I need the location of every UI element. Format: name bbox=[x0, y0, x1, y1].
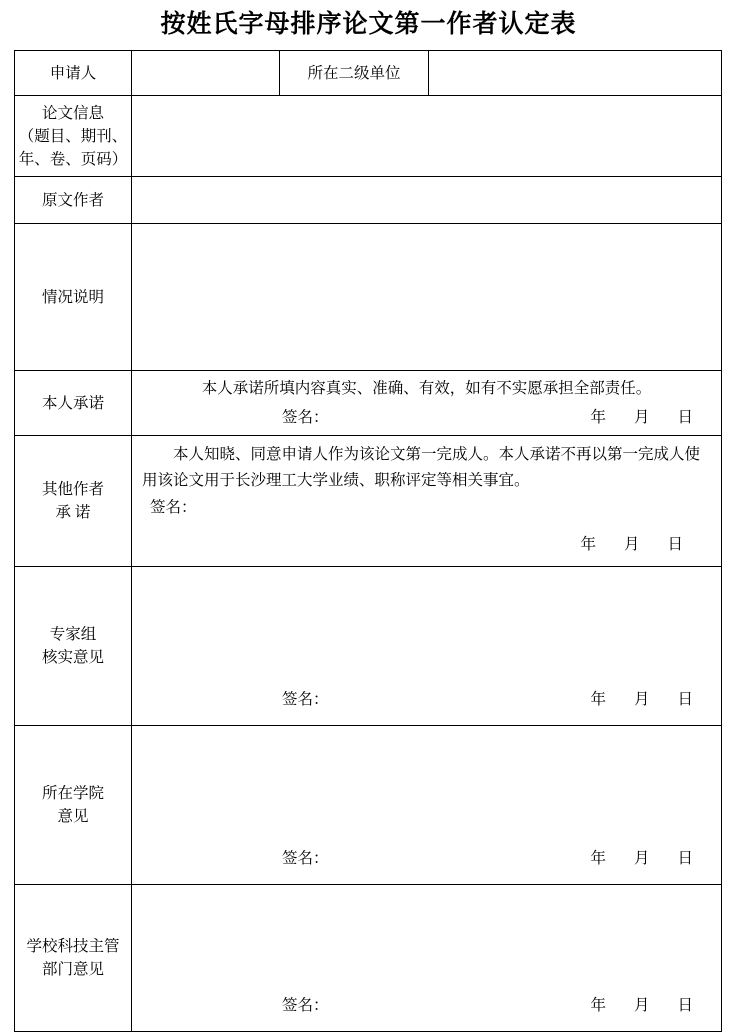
school-admin-label bbox=[15, 885, 132, 1032]
college-year-label: 年 bbox=[590, 850, 606, 867]
self-promise-signature-row bbox=[132, 406, 721, 435]
table-row-school-admin bbox=[15, 885, 722, 1032]
table-row-paper-info bbox=[15, 96, 722, 177]
applicant-value-field[interactable] bbox=[132, 51, 280, 96]
expert-group-label-line2: 核实意见 bbox=[41, 649, 104, 666]
school-admin-content[interactable] bbox=[132, 885, 722, 1032]
first-author-certification-table bbox=[14, 50, 722, 1032]
expert-group-date bbox=[590, 688, 693, 711]
college-signature-label[interactable]: 签名： bbox=[282, 850, 329, 867]
table-row-expert-group bbox=[15, 567, 722, 726]
college-day-label: 日 bbox=[677, 850, 693, 867]
table-row-college bbox=[15, 726, 722, 885]
applicant-unit-group bbox=[280, 51, 722, 96]
self-promise-signature-label[interactable]: 签名： bbox=[282, 409, 329, 426]
unit-value-field[interactable] bbox=[429, 51, 722, 95]
college-label-line2: 意见 bbox=[57, 808, 89, 825]
other-authors-date bbox=[132, 519, 721, 560]
table-row-original-author bbox=[15, 177, 722, 224]
school-admin-signature-row bbox=[132, 994, 721, 1017]
school-admin-day-label: 日 bbox=[677, 997, 693, 1014]
table-row-other-authors bbox=[15, 436, 722, 567]
self-promise-date bbox=[590, 406, 693, 429]
other-authors-day-label: 日 bbox=[667, 536, 683, 553]
paper-info-label bbox=[15, 96, 132, 177]
original-author-value-field[interactable] bbox=[132, 177, 722, 224]
paper-info-value-field[interactable] bbox=[132, 96, 722, 177]
situation-value-field[interactable] bbox=[132, 224, 722, 371]
self-promise-content bbox=[132, 371, 722, 436]
other-authors-label-line2: 承 诺 bbox=[55, 504, 91, 521]
self-promise-month-label: 月 bbox=[633, 409, 650, 426]
other-authors-year-label: 年 bbox=[580, 536, 596, 553]
expert-group-label bbox=[15, 567, 132, 726]
table-row-self-promise bbox=[15, 371, 722, 436]
other-authors-text: 本人知晓、同意申请人作为该论文第一完成人。本人承诺不再以第一完成人使用该论文用于长沙理工大学业绩、职称评定等相关事宜。 bbox=[142, 446, 701, 489]
college-label-line1: 所在学院 bbox=[41, 785, 104, 802]
table-row-situation bbox=[15, 224, 722, 371]
school-admin-signature-label[interactable]: 签名： bbox=[282, 997, 329, 1014]
self-promise-label: 本人承诺 bbox=[15, 371, 132, 436]
paper-info-label-line3: 年、卷、页码） bbox=[18, 150, 128, 168]
other-authors-label bbox=[15, 436, 132, 567]
college-signature-row bbox=[132, 847, 721, 870]
school-admin-date bbox=[590, 994, 693, 1017]
school-admin-year-label: 年 bbox=[590, 997, 606, 1014]
college-month-label: 月 bbox=[633, 850, 650, 867]
expert-group-month-label: 月 bbox=[633, 691, 650, 708]
school-admin-label-line1: 学校科技主管 bbox=[26, 938, 120, 955]
table-row-applicant bbox=[15, 51, 722, 96]
other-authors-text-block bbox=[132, 436, 721, 519]
self-promise-text: 本人承诺所填内容真实、准确、有效，如有不实愿承担全部责任。 bbox=[201, 380, 652, 397]
college-content[interactable] bbox=[132, 726, 722, 885]
situation-label: 情况说明 bbox=[15, 224, 132, 371]
expert-group-year-label: 年 bbox=[590, 691, 606, 708]
school-admin-month-label: 月 bbox=[633, 997, 650, 1014]
other-authors-content bbox=[132, 436, 722, 567]
other-authors-signature-label[interactable]: 签名： bbox=[150, 499, 197, 516]
other-authors-label-line1: 其他作者 bbox=[41, 481, 104, 498]
expert-group-content[interactable] bbox=[132, 567, 722, 726]
paper-info-label-line1: 论文信息 bbox=[41, 104, 104, 122]
expert-group-signature-label[interactable]: 签名： bbox=[282, 691, 329, 708]
page-title: 按姓氏字母排序论文第一作者认定表 bbox=[160, 10, 577, 38]
expert-group-signature-row bbox=[132, 688, 721, 711]
school-admin-label-line2: 部门意见 bbox=[41, 961, 104, 978]
other-authors-month-label: 月 bbox=[623, 536, 640, 553]
applicant-label: 申请人 bbox=[15, 51, 132, 96]
expert-group-day-label: 日 bbox=[677, 691, 693, 708]
self-promise-day-label: 日 bbox=[677, 409, 693, 426]
document-page bbox=[0, 8, 737, 1023]
unit-label: 所在二级单位 bbox=[280, 51, 429, 95]
paper-info-label-line2: （题目、期刊、 bbox=[18, 127, 128, 145]
expert-group-label-line1: 专家组 bbox=[49, 626, 97, 643]
original-author-label: 原文作者 bbox=[15, 177, 132, 224]
college-label bbox=[15, 726, 132, 885]
self-promise-year-label: 年 bbox=[590, 409, 606, 426]
college-date bbox=[590, 847, 693, 870]
